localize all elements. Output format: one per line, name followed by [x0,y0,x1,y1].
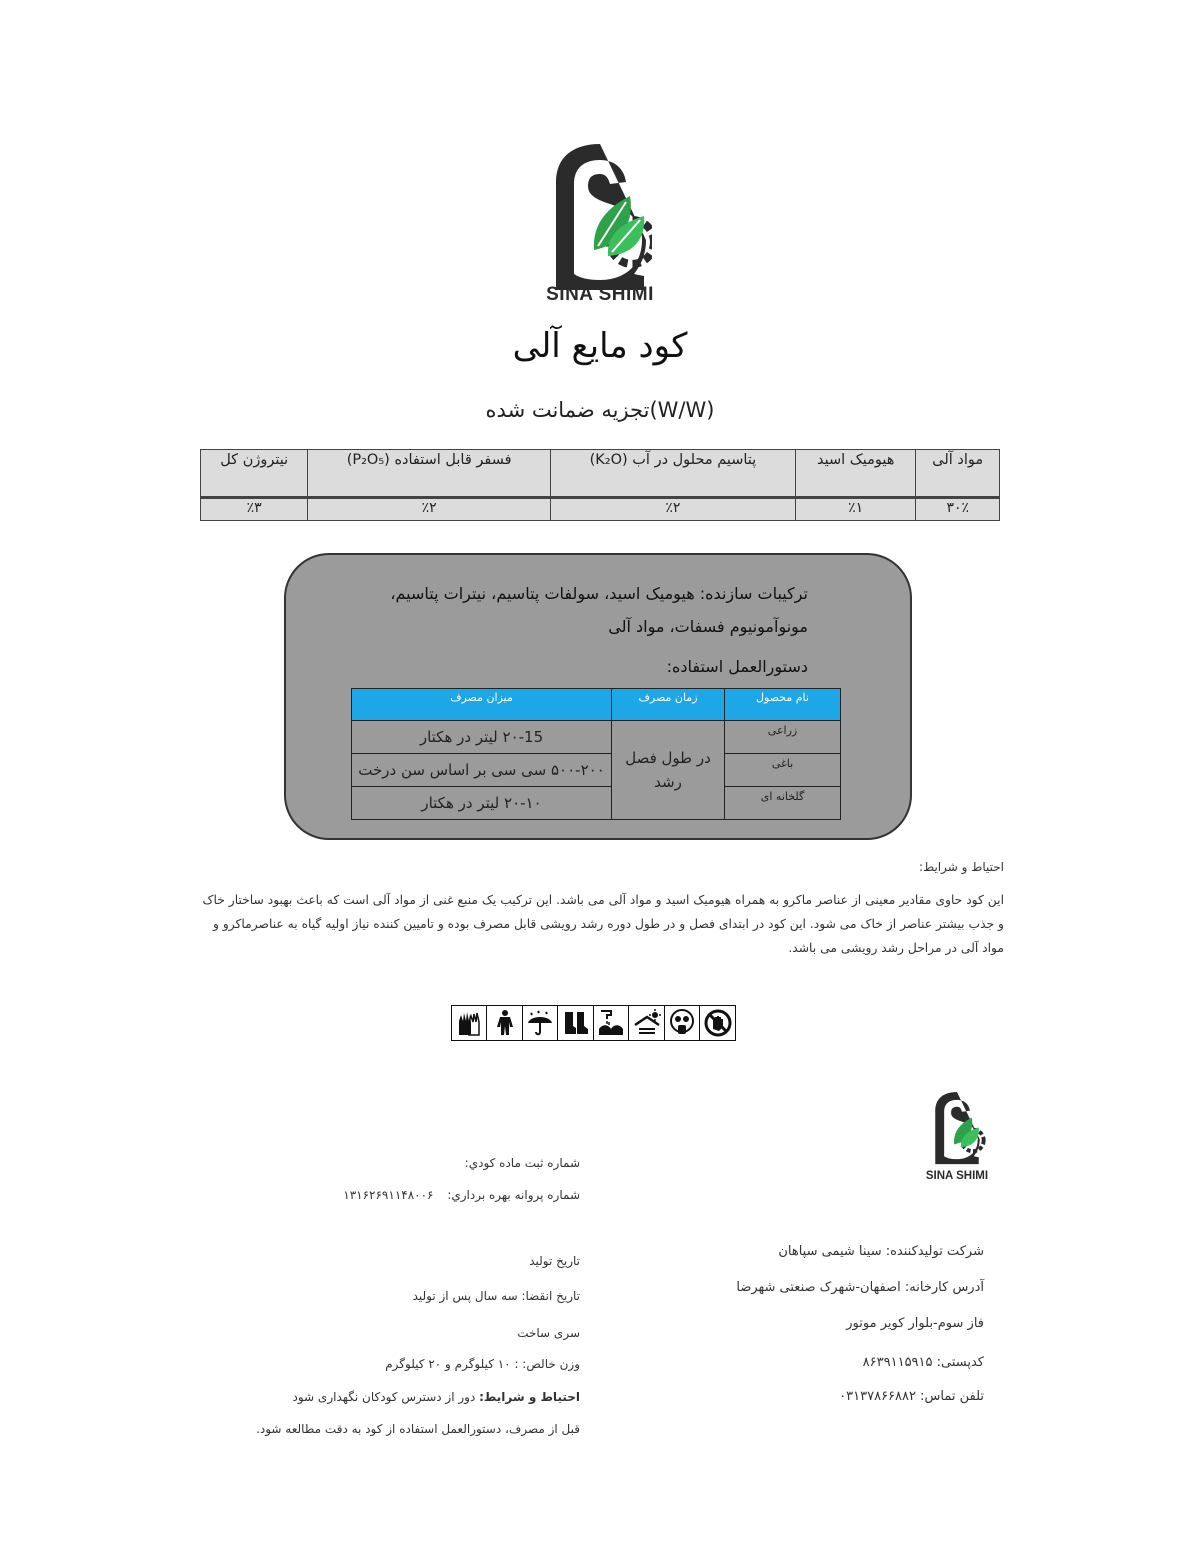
brand-name: SINA SHIMI [546,284,654,305]
license-label: شماره پروانه بهره برداري: [447,1188,580,1202]
wash-hands-icon [593,1005,630,1041]
analysis-value: ٪۱ [795,498,916,521]
gloves-icon [451,1005,488,1041]
respirator-icon [664,1005,701,1041]
analysis-value: ۳۰٪ [916,498,1000,521]
brand-name-small: SINA SHIMI [925,1170,989,1182]
usage-time: در طول فصل رشد [612,721,725,820]
manufacturer: شرکت تولیدکننده: سینا شیمی سپاهان [778,1244,984,1259]
usage-header-time: زمان مصرف [612,689,725,721]
net-weight: وزن خالص: : ۱۰ کیلوگرم و ۲۰ کیلوگرم [385,1357,580,1371]
caution-text: دور از دسترس کودکان نگهداری شود [292,1390,476,1404]
registration-label: شماره ثبت ماده کودي: [464,1156,580,1170]
usage-rate: ۵۰۰-۲۰۰ سی سی بر اساس سن درخت [352,754,612,787]
company-logo [548,140,652,310]
analysis-header: فسفر قابل استفاده (P₂O₅) [308,450,551,498]
usage-header-crop: نام محصول [725,689,841,721]
usage-crop: گلخانه ای [725,787,841,820]
analysis-subtitle: تجزیه ضمانت شده(W/W) [485,398,715,422]
usage-crop: باغی [725,754,841,787]
phone-number: تلفن تماس: ۰۳۱۳۷۸۶۶۸۸۲ [839,1389,984,1404]
safety-pictograms [452,1005,736,1041]
analysis-header: هیومیک اسید [795,450,916,498]
analysis-table [200,449,1000,521]
boots-icon [557,1005,594,1041]
caution-label: احتیاط و شرایط: [479,1390,580,1404]
analysis-header: مواد آلی [916,450,1000,498]
analysis-value: ٪۲ [308,498,551,521]
analysis-header: نیتروژن کل [201,450,308,498]
production-date: تاریخ تولید [529,1254,580,1268]
usage-rate: ۲۰-۱۰ لیتر در هکتار [352,787,612,820]
analysis-value: ٪۲ [550,498,795,521]
analysis-value: ٪۳ [201,498,308,521]
keep-dry-icon [522,1005,559,1041]
caution-line [250,1390,580,1404]
composition-line-1: ترکیبات سازنده: هیومیک اسید، سولفات پتاسیم، نیترات پتاسیم، [390,584,808,603]
coverall-icon [486,1005,523,1041]
usage-title: دستورالعمل استفاده: [666,657,808,676]
license-number: ۱۳۱۶۲۶۹۱۱۴۸۰۰۶ [343,1188,434,1202]
expiry-date: تاریخ انقضا: سه سال پس از تولید [412,1289,580,1303]
product-title: کود مایع آلی [512,326,688,366]
license-line [250,1188,580,1202]
logo-emblem-icon [926,1090,988,1174]
company-logo-small [926,1090,988,1190]
batch-number: سری ساخت [517,1326,580,1340]
factory-address: آدرس کارخانه: اصفهان-شهرک صنعتی شهرضا [736,1280,984,1295]
analysis-header: پتاسیم محلول در آب (K₂O) [550,450,795,498]
conditions-heading: احتیاط و شرایط: [919,860,1004,874]
no-touch-icon [699,1005,736,1041]
usage-header-rate: میزان مصرف [352,689,612,721]
usage-table [351,688,841,820]
usage-rate: ۲۰-15 لیتر در هکتار [352,721,612,754]
conditions-body: این کود حاوی مقادیر معینی از عناصر ماکرو به همراه هیومیک اسید و مواد آلی می باشد. این ترکیب یک منبع غنی از مواد آلی است که باعث بهبود ساختار خاک و جذب بیشتر عناصر از خاک می شود. این کود در ابتدای فصل و در طول دوره رشد رویشی قابل مصرف بوده و تامیین کننده نیاز اولیه گیاه به عناصرماکرو و مواد آلی در مراحل رشد رویشی می باشد. [202,893,1004,955]
composition-line-2: مونوآمونیوم فسفات، مواد آلی [608,617,808,636]
postal-code: کدپستی: ۸۶۳۹۱۱۵۹۱۵ [862,1355,984,1370]
store-cool-icon [628,1005,665,1041]
usage-crop: زراعی [725,721,841,754]
read-instructions: قبل از مصرف، دستورالعمل استفاده از کود به دقت مطالعه شود. [256,1422,580,1436]
factory-address-2: فاز سوم-بلوار کویر موتور [846,1316,984,1331]
